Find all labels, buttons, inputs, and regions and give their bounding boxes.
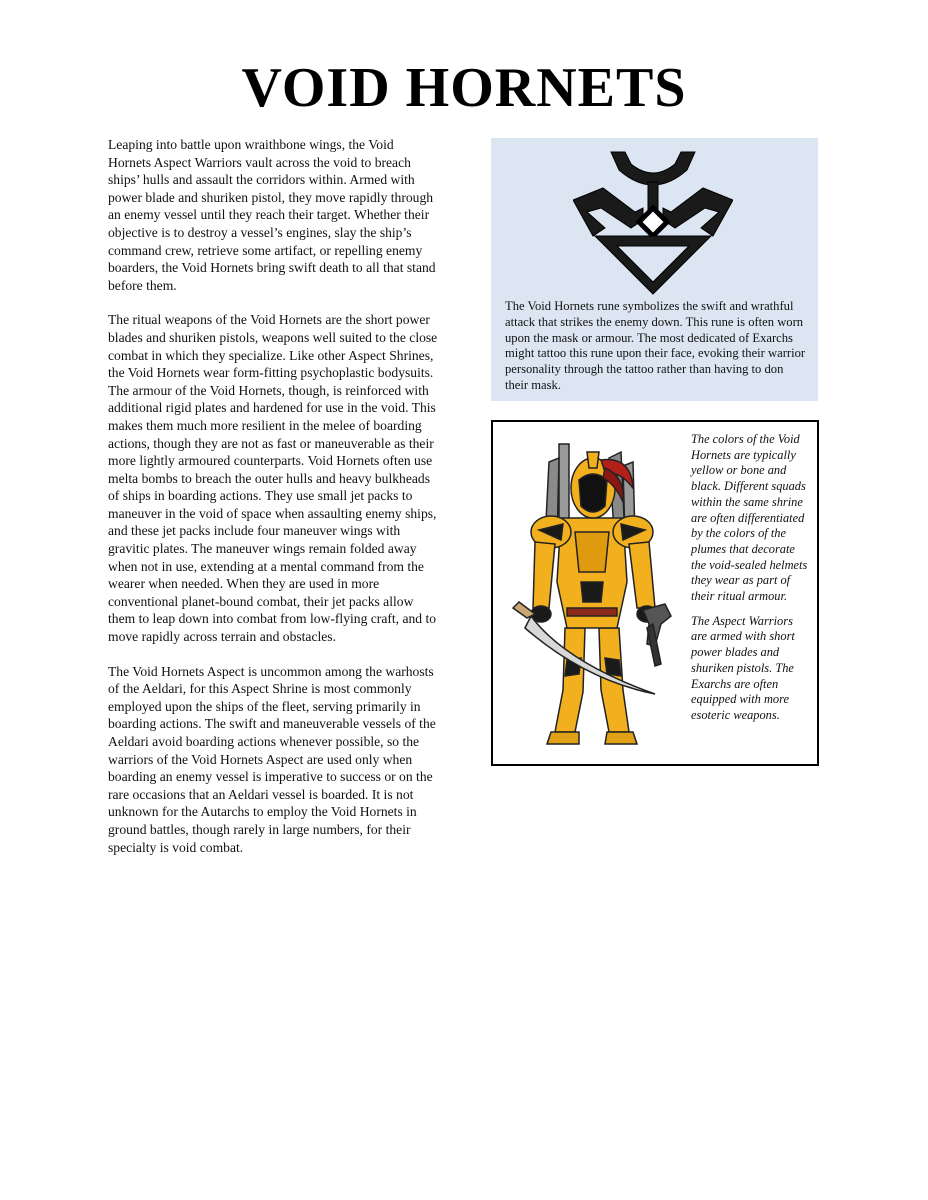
caption-colors: The colors of the Void Hornets are typically yellow or bone and black. Different squads within the same shrine are often differentiated by the colors of the plumes that decorate the void-sealed helmets they wear as part of their ritual armour. <box>691 432 808 604</box>
figure-captions <box>691 432 811 733</box>
paragraph-weapons: The ritual weapons of the Void Hornets are the short power blades and shuriken pistols, weapons well suited to the close combat in which they specialize. Like other Aspect Shrines, the Void Hornets wear form-fitting psychoplastic bodysuits. The armour of the Void Hornets, though, is reinforced with additional rigid plates and hardened for use in the void. This makes them much more resilient in the melee of boarding actions, though they are not as fast or maneuverable as their more lightly armoured counterparts. Void Hornets often use melta bombs to breach the outer hulls and heavy bulkheads of ships in boarding actions. They use small jet packs to maneuver in the void of space when assaulting enemy ships, and these jet packs include four maneuver wings with gravitic plates. The maneuver wings remain folded away when not in use, extending at a mental command from the wearer when needed. When they are used in more conventional planet-bound combat, their jet packs allow them to leap down into combat from low-flying craft, and to move rapidly across terrain and obstacles. <box>108 312 438 645</box>
caption-weapons: The Aspect Warriors are armed with short power blades and shuriken pistols. The Exarchs are often equipped with more esoteric weapons. <box>691 613 795 722</box>
paragraph-intro: Leaping into battle upon wraithbone wings, the Void Hornets Aspect Warriors vault across the void to breach ships’ hulls and assault the corridors within. Armed with power blade and shuriken pistol, they move rapidly through an enemy vessel until they reach their target. Whether their objective is to destroy a vessel’s engines, slay the ship’s command crew, retrieve some artifact, or repelling enemy boarders, the Void Hornets bring swift death to all that stand before them. <box>108 137 436 293</box>
rune-sidebar <box>491 138 818 401</box>
body-text <box>108 136 440 873</box>
aspect-warrior-illustration <box>505 432 685 758</box>
paragraph-deployment: The Void Hornets Aspect is uncommon among the warhosts of the Aeldari, for this Aspect Shrine is most commonly employed upon the ships of the fleet, serving primarily in boarding actions. The swift and maneuverable vessels of the Aeldari avoid boarding actions whenever possible, so the warriors of the Void Hornets Aspect are used only when boarding an enemy vessel is imperative to success or on the rare occasions that an Aeldari vessel is boarded. It is not unknown for the Autarchs to employ the Void Hornets in ground battles, though rarely in large numbers, for their specialty is void combat. <box>108 663 436 855</box>
rune-caption: The Void Hornets rune symbolizes the swift and wrathful attack that strikes the enemy down. This rune is often worn upon the mask or armour. The most dedicated of Exarchs might tattoo this rune upon their face, evoking their warrior personality through the tattoo rather than having to don their mask. <box>505 299 806 392</box>
void-hornets-rune-icon <box>573 148 733 296</box>
figure-sidebar <box>491 420 819 766</box>
page-title: VOID HORNETS <box>241 57 687 119</box>
